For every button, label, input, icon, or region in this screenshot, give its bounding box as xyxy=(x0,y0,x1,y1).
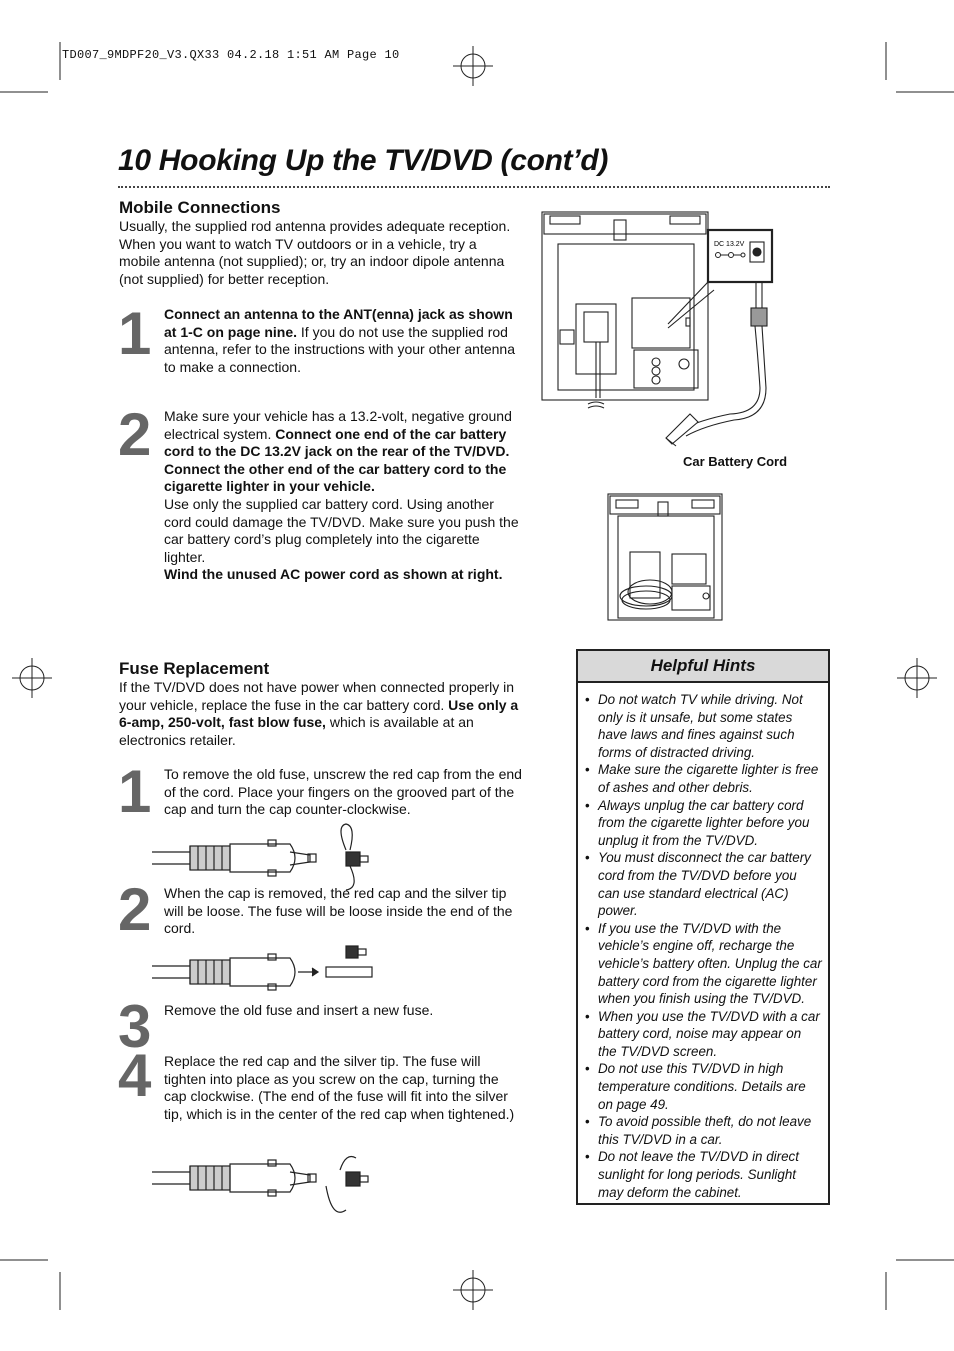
registration-mark-right-icon xyxy=(897,658,937,698)
helpful-hints-box xyxy=(576,649,830,1205)
fuse-plug-illustration-3 xyxy=(150,1150,390,1230)
helpful-hints-list xyxy=(578,691,828,1201)
page-title: 10 Hooking Up the TV/DVD (cont’d) xyxy=(118,144,609,177)
mobile-step-2-bold-a: Connect one end of the car battery cord to the DC 13.2V jack on the rear of the TV/DVD. Connect the other end of the car battery cord to the cigarette lighter in your vehicle. xyxy=(164,425,510,495)
registration-mark-top-icon xyxy=(453,46,493,86)
fuse-step-4-text: Replace the red cap and the silver tip. The fuse will tighten into place as you screw on the cap, turning the cap clockwise. (The end of the fuse will fit into the silver tip, which is in the center of the red cap when tightened.) xyxy=(164,1053,515,1122)
car-battery-cord-caption: Car Battery Cord xyxy=(683,454,788,469)
fuse-replacement-section xyxy=(119,659,519,749)
fuse-intro-a: If the TV/DVD does not have power when connected properly in your vehicle, replace the fuse in the car battery cord. xyxy=(119,679,515,713)
fuse-intro-b: which is available at an electronics retailer. xyxy=(119,714,474,748)
hint-item: • You must disconnect the car battery cord from the TV/DVD before you can use standard electrical (AC) power. xyxy=(598,849,822,919)
mobile-step-1-text xyxy=(164,306,522,376)
fuse-plug-illustration-1 xyxy=(150,822,390,892)
fuse-step-2-text: When the cap is removed, the red cap and the silver tip will be loose. The fuse will be loose inside the end of the cord. xyxy=(164,885,513,937)
tv-rear-car-battery-illustration xyxy=(540,208,790,448)
mobile-step-1-bold: Connect an antenna to the ANT(enna) jack as shown at 1-C on page nine. xyxy=(164,306,513,340)
fuse-step-3-number: 3 xyxy=(118,993,152,1060)
dc-jack-label: DC 13.2V xyxy=(714,241,745,248)
fuse-step-3-text: Remove the old fuse and insert a new fuse. xyxy=(164,1002,434,1018)
hint-item: • Always unplug the car battery cord from the cigarette lighter before you unplug it from the TV/DVD. xyxy=(598,797,822,850)
hint-item: • Do not leave the TV/DVD in direct sunlight for long periods. Sunlight may deform the cabinet. xyxy=(598,1148,822,1201)
print-slug: TD007_9MDPF20_V3.QX33 04.2.18 1:51 AM Page 10 xyxy=(62,48,400,62)
mobile-step-2-text xyxy=(164,408,522,584)
fuse-step-1-number: 1 xyxy=(118,758,152,825)
mobile-connections-section xyxy=(119,198,519,288)
hint-item: • When you use the TV/DVD with a car battery cord, noise may appear on the TV/DVD screen. xyxy=(598,1008,822,1061)
title-divider xyxy=(118,186,830,188)
fuse-step-1-text: To remove the old fuse, unscrew the red cap from the end of the cord. Place your fingers on the grooved part of the cap and turn the cap counter-clockwise. xyxy=(164,766,522,818)
mobile-connections-heading: Mobile Connections xyxy=(119,198,281,217)
mobile-step-2-plain-b: Use only the supplied car battery cord. Using another cord could damage the TV/DVD. Make sure you push the car battery cord’s plug completely into the cigarette lighter. xyxy=(164,495,519,565)
hint-item: • If you use the TV/DVD with the vehicle’s engine off, recharge the vehicle’s battery often. Unplug the car battery cord from the cigarette lighter when you finish using the TV/DVD. xyxy=(598,920,822,1008)
fuse-intro xyxy=(119,679,519,749)
registration-mark-bottom-icon xyxy=(453,1270,493,1310)
hint-item: • To avoid possible theft, do not leave this TV/DVD in a car. xyxy=(598,1113,822,1148)
mobile-step-1-plain: If you do not use the supplied rod antenna, refer to the instructions with your other antenna to make a connection. xyxy=(164,323,515,375)
helpful-hints-title: Helpful Hints xyxy=(578,651,828,683)
mobile-step-2-bold-b: Wind the unused AC power cord as shown at right. xyxy=(164,566,503,583)
fuse-replacement-heading: Fuse Replacement xyxy=(119,659,270,678)
fuse-intro-bold: Use only a 6-amp, 250-volt, fast blow fuse, xyxy=(119,696,519,731)
hint-item: • Make sure the cigarette lighter is free of ashes and other debris. xyxy=(598,761,822,796)
tv-rear-wound-cord-illustration xyxy=(606,492,732,626)
hint-item: • Do not watch TV while driving. Not only is it unsafe, but some states have laws and fines against such forms of distracted driving. xyxy=(598,691,822,761)
fuse-step-2-number: 2 xyxy=(118,876,152,943)
fuse-plug-illustration-2 xyxy=(150,942,390,1002)
hint-item: • Do not use this TV/DVD in high temperature conditions. Details are on page 49. xyxy=(598,1060,822,1113)
mobile-step-1-number: 1 xyxy=(118,300,152,367)
registration-mark-left-icon xyxy=(12,658,52,698)
mobile-step-2-number: 2 xyxy=(118,401,152,468)
fuse-step-4-number: 4 xyxy=(118,1042,152,1109)
mobile-step-2-plain-a: Make sure your vehicle has a 13.2-volt, negative ground electrical system. xyxy=(164,408,512,442)
mobile-intro: Usually, the supplied rod antenna provides adequate reception. When you want to watch TV outdoors or in a vehicle, try a mobile antenna (not supplied); or, try an indoor dipole antenna (not supplied) for better reception. xyxy=(119,218,511,287)
